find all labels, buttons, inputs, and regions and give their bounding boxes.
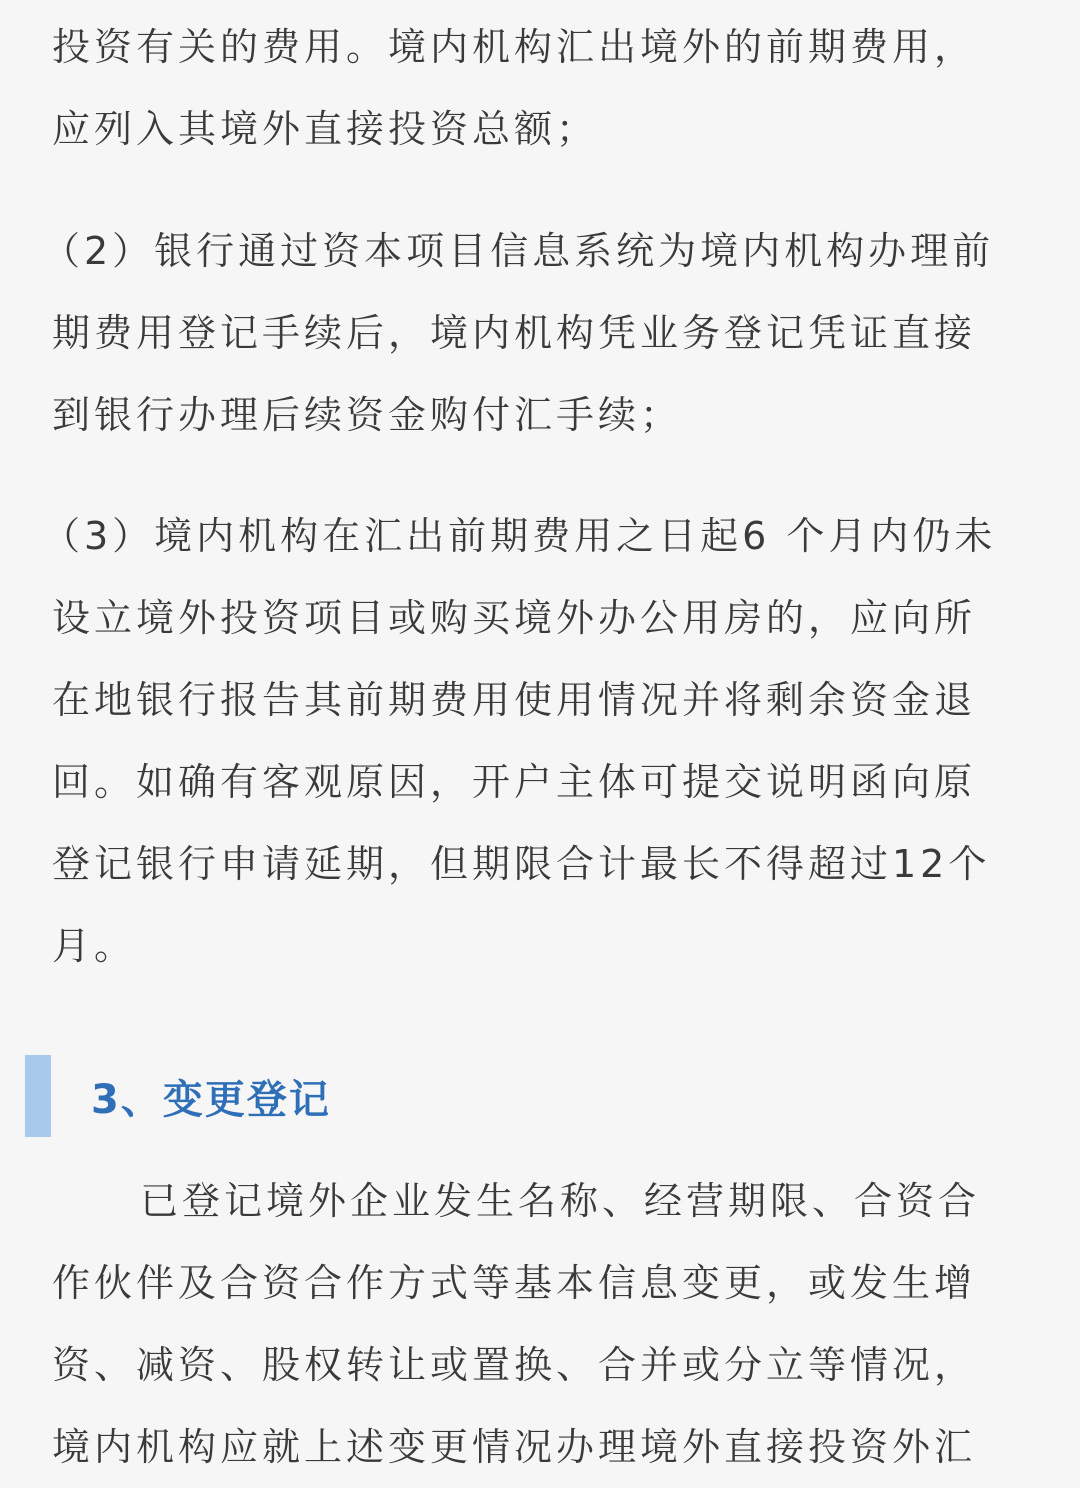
text-line: 投资有关的费用。境内机构汇出境外的前期费用，	[52, 25, 977, 69]
text-line: 设立境外投资项目或购买境外办公用房的，应向所	[52, 596, 977, 640]
text-line: 作伙伴及合资合作方式等基本信息变更，或发生增	[52, 1261, 977, 1305]
text-line: （3）境内机构在汇出前期费用之日起6 个月内仍未	[42, 514, 997, 558]
text-line: 在地银行报告其前期费用使用情况并将剩余资金退	[52, 678, 977, 722]
section-heading	[25, 1055, 1025, 1137]
text-line: 登记银行申请延期，但期限合计最长不得超过12个	[52, 842, 991, 886]
paragraph-preliminary-costs-intro	[52, 6, 1028, 170]
text-line: 期费用登记手续后，境内机构凭业务登记凭证直接	[52, 311, 977, 355]
text-line: （2）银行通过资本项目信息系统为境内机构办理前	[42, 229, 995, 273]
text-line: 应列入其境外直接投资总额；	[52, 107, 599, 151]
text-line: 月。	[52, 924, 137, 968]
text-line: 资、减资、股权转让或置换、合并或分立等情况，	[52, 1343, 977, 1387]
section-title: 3、变更登记	[91, 1077, 331, 1123]
text-line: 已登记境外企业发生名称、经营期限、合资合	[140, 1179, 981, 1223]
paragraph-item-2	[42, 210, 1028, 456]
text-line: 境内机构应就上述变更情况办理境外直接投资外汇	[52, 1425, 977, 1469]
text-line: 到银行办理后续资金购付汇手续；	[52, 393, 683, 437]
paragraph-change-registration	[52, 1160, 1028, 1488]
heading-accent-bar	[25, 1055, 51, 1137]
text-line: 回。如确有客观原因，开户主体可提交说明函向原	[52, 760, 977, 804]
paragraph-item-3	[42, 495, 1028, 987]
